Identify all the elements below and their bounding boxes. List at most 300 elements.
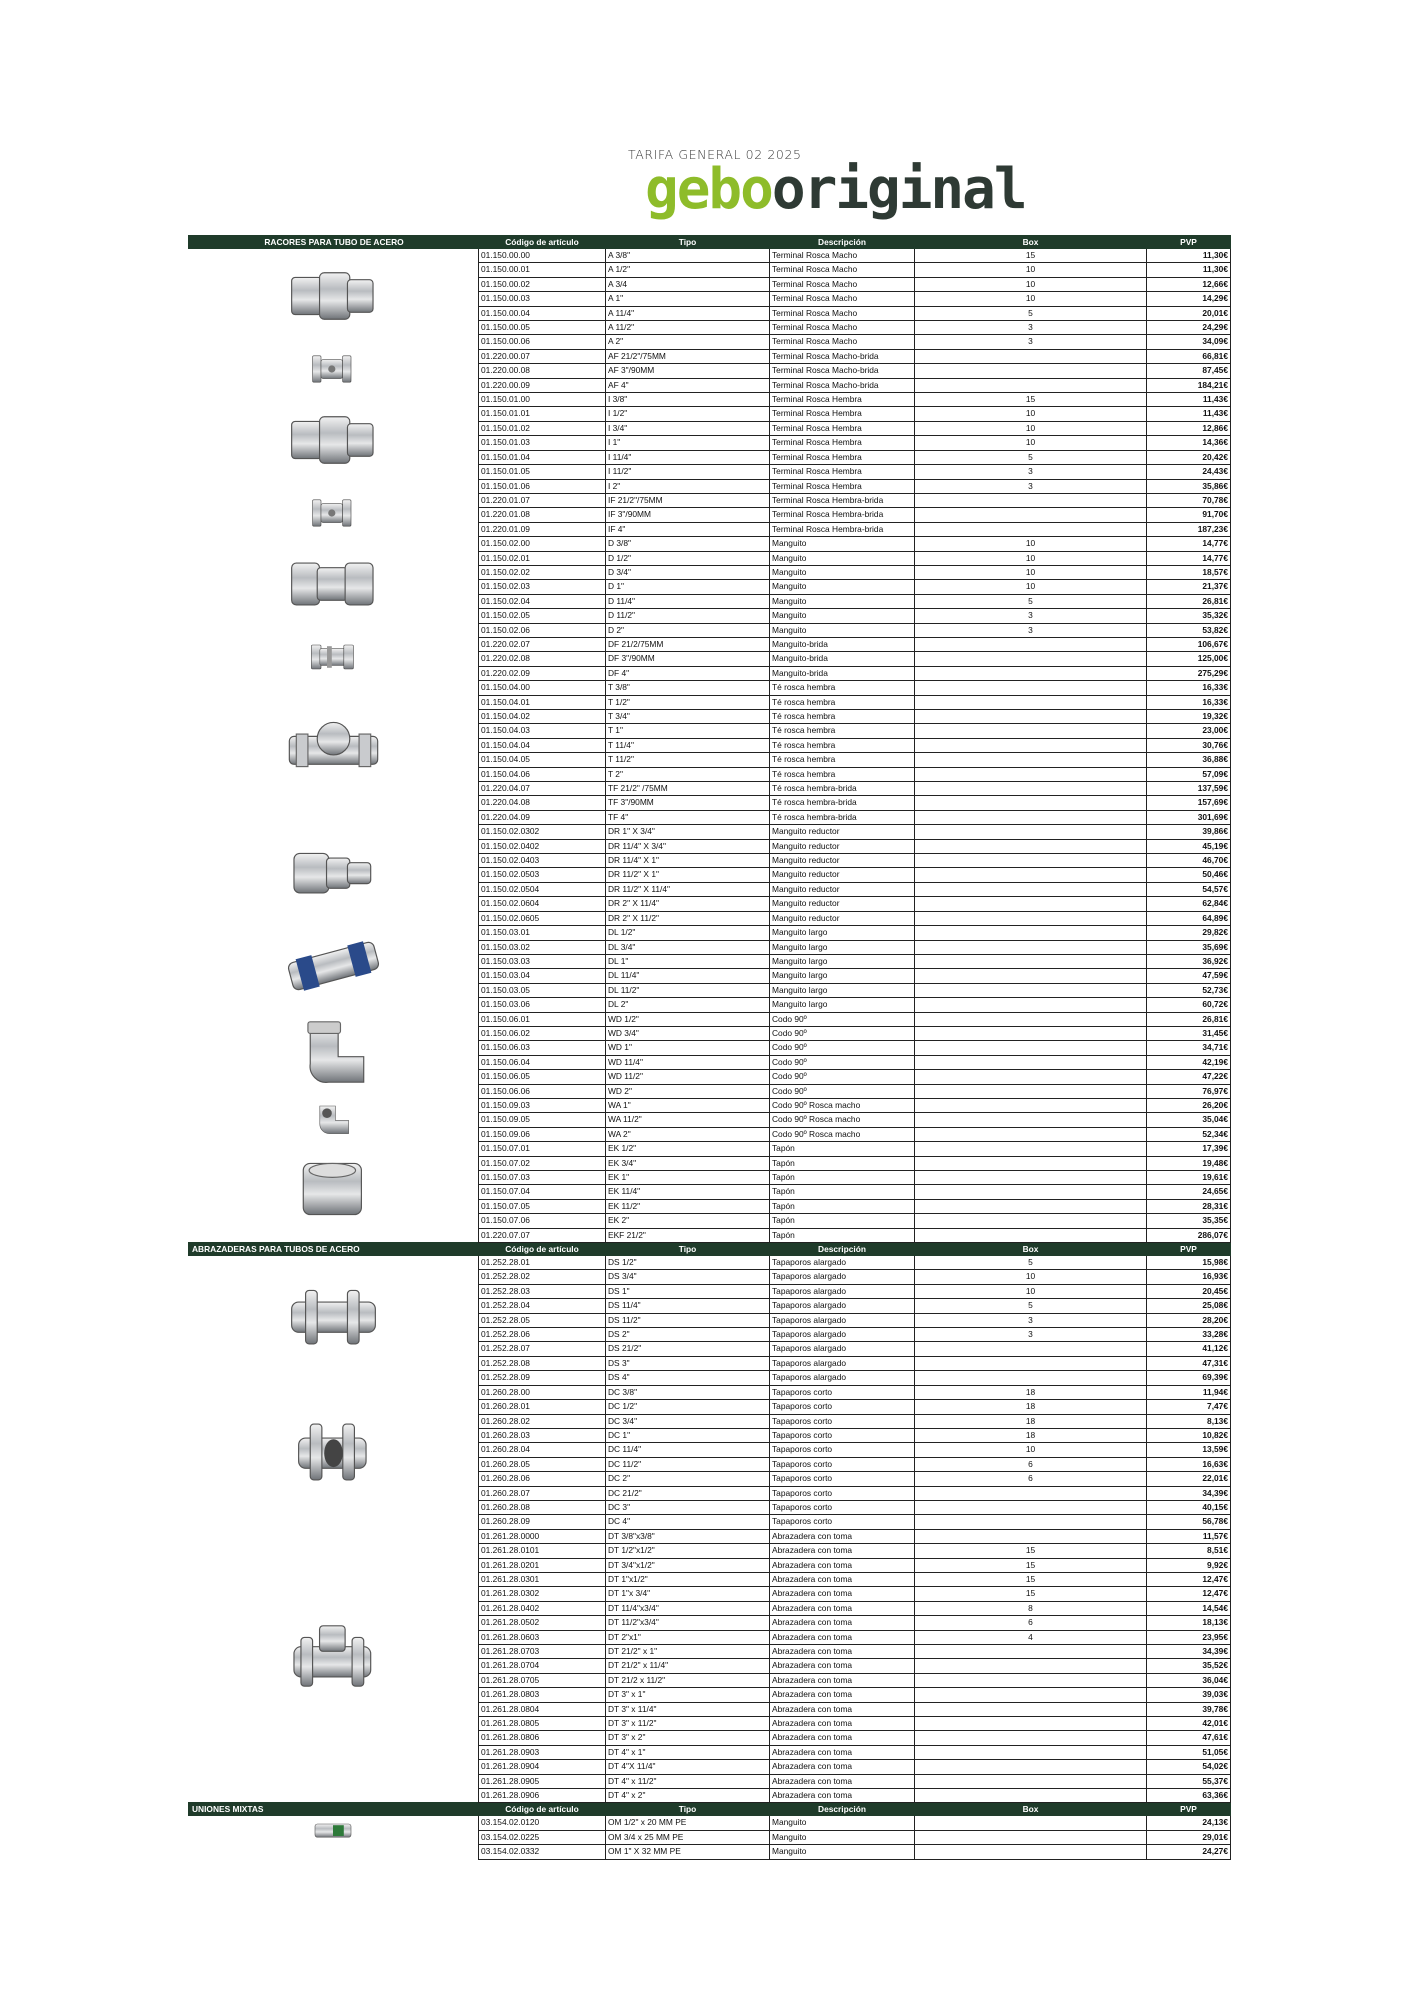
- pvp-cell: 35,69€: [1147, 940, 1231, 954]
- tipo-cell: D 11/4": [606, 594, 770, 608]
- pvp-cell: 275,29€: [1147, 666, 1231, 680]
- codigo-cell: 01.150.02.0604: [479, 897, 606, 911]
- pvp-cell: 11,30€: [1147, 249, 1231, 263]
- codigo-cell: 01.150.04.06: [479, 767, 606, 781]
- pvp-cell: 301,69€: [1147, 810, 1231, 824]
- tipo-cell: DT 4" x 1": [606, 1745, 770, 1759]
- tipo-cell: DT 4"X 11/4": [606, 1760, 770, 1774]
- codigo-cell: 01.260.28.09: [479, 1515, 606, 1529]
- pvp-cell: 18,57€: [1147, 565, 1231, 579]
- box-cell: [915, 378, 1147, 392]
- product-image-cell: [189, 493, 479, 536]
- descripcion-cell: Abrazadera con toma: [770, 1745, 915, 1759]
- codigo-cell: 01.150.00.01: [479, 263, 606, 277]
- descripcion-cell: Manguito reductor: [770, 911, 915, 925]
- descripcion-cell: Codo 90º: [770, 1084, 915, 1098]
- tipo-cell: DF 3"/90MM: [606, 652, 770, 666]
- pvp-cell: 21,37€: [1147, 580, 1231, 594]
- codigo-cell: 01.150.06.04: [479, 1055, 606, 1069]
- pvp-cell: 40,15€: [1147, 1500, 1231, 1514]
- tipo-cell: EK 11/2": [606, 1199, 770, 1213]
- box-cell: [915, 1774, 1147, 1788]
- codigo-cell: 01.220.00.09: [479, 378, 606, 392]
- pvp-cell: 14,36€: [1147, 436, 1231, 450]
- box-cell: 10: [915, 292, 1147, 306]
- pvp-cell: 184,21€: [1147, 378, 1231, 392]
- pvp-cell: 29,01€: [1147, 1830, 1231, 1844]
- descripcion-cell: Abrazadera con toma: [770, 1673, 915, 1687]
- pvp-cell: 62,84€: [1147, 897, 1231, 911]
- tipo-cell: IF 21/2"/75MM: [606, 493, 770, 507]
- codigo-cell: 01.150.02.06: [479, 623, 606, 637]
- pvp-cell: 52,34€: [1147, 1127, 1231, 1141]
- tipo-cell: A 1": [606, 292, 770, 306]
- codigo-cell: 01.220.07.07: [479, 1228, 606, 1242]
- box-cell: 10: [915, 580, 1147, 594]
- tipo-cell: DC 3/8": [606, 1385, 770, 1399]
- box-cell: 15: [915, 1587, 1147, 1601]
- box-cell: 10: [915, 263, 1147, 277]
- box-cell: [915, 1070, 1147, 1084]
- product-image-cell: [189, 681, 479, 825]
- codigo-cell: 01.150.01.00: [479, 393, 606, 407]
- column-header-descripcion: Descripción: [770, 1803, 915, 1816]
- pvp-cell: 20,45€: [1147, 1284, 1231, 1298]
- box-cell: [915, 1830, 1147, 1844]
- descripcion-cell: Manguito largo: [770, 969, 915, 983]
- pvp-cell: 25,08€: [1147, 1299, 1231, 1313]
- descripcion-cell: Tapaporos alargado: [770, 1356, 915, 1370]
- product-image-cell: [189, 1816, 479, 1859]
- codigo-cell: 01.260.28.02: [479, 1414, 606, 1428]
- box-cell: 10: [915, 436, 1147, 450]
- descripcion-cell: Terminal Rosca Hembra: [770, 436, 915, 450]
- tipo-cell: WD 11/2": [606, 1070, 770, 1084]
- straight-fitting-icon: [287, 261, 380, 331]
- tipo-cell: DC 2": [606, 1472, 770, 1486]
- descripcion-cell: Codo 90º: [770, 1012, 915, 1026]
- descripcion-cell: Abrazadera con toma: [770, 1601, 915, 1615]
- box-cell: [915, 782, 1147, 796]
- codigo-cell: 01.150.03.04: [479, 969, 606, 983]
- pvp-cell: 24,27€: [1147, 1845, 1231, 1859]
- box-cell: 10: [915, 421, 1147, 435]
- tipo-cell: I 2": [606, 479, 770, 493]
- codigo-cell: 01.150.07.02: [479, 1156, 606, 1170]
- codigo-cell: 01.261.28.0402: [479, 1601, 606, 1615]
- box-cell: [915, 954, 1147, 968]
- tipo-cell: T 11/2": [606, 753, 770, 767]
- codigo-cell: 01.261.28.0906: [479, 1789, 606, 1803]
- box-cell: 18: [915, 1414, 1147, 1428]
- codigo-cell: 01.150.06.05: [479, 1070, 606, 1084]
- box-cell: [915, 1012, 1147, 1026]
- descripcion-cell: Abrazadera con toma: [770, 1760, 915, 1774]
- codigo-cell: 01.220.04.07: [479, 782, 606, 796]
- descripcion-cell: Terminal Rosca Hembra: [770, 393, 915, 407]
- tipo-cell: DT 4" x 11/2": [606, 1774, 770, 1788]
- codigo-cell: 01.150.02.00: [479, 537, 606, 551]
- box-cell: 15: [915, 1558, 1147, 1572]
- descripcion-cell: Tapaporos corto: [770, 1457, 915, 1471]
- codigo-cell: 01.150.07.03: [479, 1171, 606, 1185]
- section-header-row: [189, 236, 1231, 249]
- tipo-cell: AF 3"/90MM: [606, 364, 770, 378]
- codigo-cell: 01.150.02.0402: [479, 839, 606, 853]
- box-cell: [915, 695, 1147, 709]
- pvp-cell: 28,31€: [1147, 1199, 1231, 1213]
- coupling-icon: [287, 549, 380, 619]
- box-cell: 15: [915, 1544, 1147, 1558]
- pvp-cell: 14,29€: [1147, 292, 1231, 306]
- descripcion-cell: Tapaporos alargado: [770, 1328, 915, 1342]
- codigo-cell: 01.150.00.06: [479, 335, 606, 349]
- column-header-pvp: PVP: [1147, 236, 1231, 249]
- codigo-cell: 01.261.28.0201: [479, 1558, 606, 1572]
- pvp-cell: 39,78€: [1147, 1702, 1231, 1716]
- tipo-cell: DS 11/2": [606, 1313, 770, 1327]
- page-header: [600, 142, 1026, 232]
- section-header-row: [189, 1243, 1231, 1256]
- tipo-cell: DF 21/2/75MM: [606, 637, 770, 651]
- box-cell: [915, 810, 1147, 824]
- codigo-cell: 01.220.01.09: [479, 522, 606, 536]
- codigo-cell: 03.154.02.0120: [479, 1816, 606, 1830]
- box-cell: [915, 1026, 1147, 1040]
- codigo-cell: 01.261.28.0705: [479, 1673, 606, 1687]
- descripcion-cell: Terminal Rosca Macho: [770, 321, 915, 335]
- codigo-cell: 03.154.02.0225: [479, 1830, 606, 1844]
- codigo-cell: 01.150.01.05: [479, 465, 606, 479]
- box-cell: [915, 854, 1147, 868]
- descripcion-cell: Manguito largo: [770, 940, 915, 954]
- pvp-cell: 54,57€: [1147, 882, 1231, 896]
- descripcion-cell: Manguito reductor: [770, 897, 915, 911]
- tipo-cell: DC 1/2": [606, 1400, 770, 1414]
- pvp-cell: 14,54€: [1147, 1601, 1231, 1615]
- box-cell: [915, 522, 1147, 536]
- tipo-cell: EK 11/4": [606, 1185, 770, 1199]
- box-cell: 10: [915, 1270, 1147, 1284]
- codigo-cell: 01.220.01.08: [479, 508, 606, 522]
- box-cell: [915, 1371, 1147, 1385]
- pvp-cell: 39,03€: [1147, 1688, 1231, 1702]
- tipo-cell: DL 3/4": [606, 940, 770, 954]
- descripcion-cell: Té rosca hembra: [770, 724, 915, 738]
- descripcion-cell: Tapón: [770, 1228, 915, 1242]
- pvp-cell: 50,46€: [1147, 868, 1231, 882]
- box-cell: [915, 882, 1147, 896]
- box-cell: [915, 839, 1147, 853]
- pvp-cell: 30,76€: [1147, 738, 1231, 752]
- product-image-cell: [189, 349, 479, 392]
- descripcion-cell: Té rosca hembra-brida: [770, 796, 915, 810]
- elbow-icon: [287, 1017, 380, 1087]
- box-cell: [915, 1673, 1147, 1687]
- descripcion-cell: Tapón: [770, 1156, 915, 1170]
- tipo-cell: IF 4": [606, 522, 770, 536]
- descripcion-cell: Abrazadera con toma: [770, 1529, 915, 1543]
- codigo-cell: 01.252.28.03: [479, 1284, 606, 1298]
- descripcion-cell: Terminal Rosca Macho: [770, 335, 915, 349]
- descripcion-cell: Manguito largo: [770, 954, 915, 968]
- codigo-cell: 01.150.04.03: [479, 724, 606, 738]
- pvp-cell: 11,94€: [1147, 1385, 1231, 1399]
- descripcion-cell: Codo 90º: [770, 1026, 915, 1040]
- box-cell: 3: [915, 1328, 1147, 1342]
- pvp-cell: 47,22€: [1147, 1070, 1231, 1084]
- descripcion-cell: Tapón: [770, 1142, 915, 1156]
- tipo-cell: DS 1": [606, 1284, 770, 1298]
- codigo-cell: 01.261.28.0805: [479, 1717, 606, 1731]
- box-cell: 3: [915, 623, 1147, 637]
- pvp-cell: 11,43€: [1147, 407, 1231, 421]
- descripcion-cell: Terminal Rosca Macho-brida: [770, 349, 915, 363]
- tapping-clamp-icon: [287, 1621, 380, 1691]
- codigo-cell: 01.260.28.05: [479, 1457, 606, 1471]
- descripcion-cell: Manguito: [770, 551, 915, 565]
- pvp-cell: 34,39€: [1147, 1486, 1231, 1500]
- pvp-cell: 16,33€: [1147, 681, 1231, 695]
- codigo-cell: 01.220.02.08: [479, 652, 606, 666]
- pvp-cell: 24,29€: [1147, 321, 1231, 335]
- pvp-cell: 22,01€: [1147, 1472, 1231, 1486]
- codigo-cell: 01.220.00.07: [479, 349, 606, 363]
- tipo-cell: WA 1": [606, 1098, 770, 1112]
- product-image-cell: [189, 1256, 479, 1386]
- tipo-cell: D 1": [606, 580, 770, 594]
- box-cell: [915, 1055, 1147, 1069]
- codigo-cell: 01.220.04.08: [479, 796, 606, 810]
- codigo-cell: 01.150.02.0504: [479, 882, 606, 896]
- codigo-cell: 01.150.06.02: [479, 1026, 606, 1040]
- box-cell: [915, 1171, 1147, 1185]
- flanged-coupling-icon: [309, 639, 357, 675]
- codigo-cell: 01.150.02.01: [479, 551, 606, 565]
- box-cell: [915, 681, 1147, 695]
- codigo-cell: 01.260.28.01: [479, 1400, 606, 1414]
- box-cell: [915, 738, 1147, 752]
- descripcion-cell: Manguito: [770, 580, 915, 594]
- codigo-cell: 01.150.04.04: [479, 738, 606, 752]
- pvp-cell: 12,47€: [1147, 1572, 1231, 1586]
- tipo-cell: DR 2" X 11/4": [606, 897, 770, 911]
- descripcion-cell: Tapaporos alargado: [770, 1299, 915, 1313]
- tipo-cell: I 3/4": [606, 421, 770, 435]
- pvp-cell: 36,04€: [1147, 1673, 1231, 1687]
- box-cell: 6: [915, 1472, 1147, 1486]
- codigo-cell: 01.252.28.07: [479, 1342, 606, 1356]
- codigo-cell: 01.150.02.0302: [479, 825, 606, 839]
- descripcion-cell: Codo 90º: [770, 1041, 915, 1055]
- tipo-cell: OM 1" X 32 MM PE: [606, 1845, 770, 1859]
- tipo-cell: DS 3/4": [606, 1270, 770, 1284]
- tipo-cell: DL 11/4": [606, 969, 770, 983]
- tipo-cell: DR 11/2" X 1": [606, 868, 770, 882]
- codigo-cell: 01.261.28.0703: [479, 1645, 606, 1659]
- box-cell: 10: [915, 1443, 1147, 1457]
- pvp-cell: 11,30€: [1147, 263, 1231, 277]
- codigo-cell: 01.150.03.03: [479, 954, 606, 968]
- codigo-cell: 01.260.28.03: [479, 1428, 606, 1442]
- box-cell: [915, 666, 1147, 680]
- box-cell: 3: [915, 335, 1147, 349]
- pvp-cell: 66,81€: [1147, 349, 1231, 363]
- codigo-cell: 01.150.02.0503: [479, 868, 606, 882]
- pvp-cell: 18,13€: [1147, 1616, 1231, 1630]
- box-cell: 5: [915, 306, 1147, 320]
- tipo-cell: DC 11/4": [606, 1443, 770, 1457]
- box-cell: [915, 897, 1147, 911]
- descripcion-cell: Abrazadera con toma: [770, 1717, 915, 1731]
- pvp-cell: 16,93€: [1147, 1270, 1231, 1284]
- pvp-cell: 56,78€: [1147, 1515, 1231, 1529]
- box-cell: 3: [915, 479, 1147, 493]
- pvp-cell: 26,20€: [1147, 1098, 1231, 1112]
- box-cell: [915, 1127, 1147, 1141]
- column-header-codigo: Código de artículo: [479, 1803, 606, 1816]
- pvp-cell: 60,72€: [1147, 998, 1231, 1012]
- box-cell: [915, 1515, 1147, 1529]
- box-cell: [915, 1214, 1147, 1228]
- pvp-cell: 76,97€: [1147, 1084, 1231, 1098]
- tipo-cell: EK 1": [606, 1171, 770, 1185]
- descripcion-cell: Manguito: [770, 1816, 915, 1830]
- box-cell: [915, 868, 1147, 882]
- box-cell: 18: [915, 1400, 1147, 1414]
- box-cell: [915, 364, 1147, 378]
- pvp-cell: 34,39€: [1147, 1645, 1231, 1659]
- pvp-cell: 31,45€: [1147, 1026, 1231, 1040]
- codigo-cell: 01.150.02.03: [479, 580, 606, 594]
- tipo-cell: DL 1": [606, 954, 770, 968]
- pvp-cell: 286,07€: [1147, 1228, 1231, 1242]
- box-cell: [915, 1084, 1147, 1098]
- pvp-cell: 19,32€: [1147, 710, 1231, 724]
- table-row: [189, 1098, 1231, 1112]
- table-row: [189, 249, 1231, 263]
- long-repair-clamp-icon: [287, 1281, 380, 1351]
- codigo-cell: 01.150.01.06: [479, 479, 606, 493]
- codigo-cell: 01.252.28.02: [479, 1270, 606, 1284]
- pvp-cell: 35,32€: [1147, 609, 1231, 623]
- box-cell: [915, 1199, 1147, 1213]
- pvp-cell: 13,59€: [1147, 1443, 1231, 1457]
- pvp-cell: 28,20€: [1147, 1313, 1231, 1327]
- descripcion-cell: Terminal Rosca Hembra: [770, 465, 915, 479]
- descripcion-cell: Tapaporos corto: [770, 1515, 915, 1529]
- box-cell: [915, 1486, 1147, 1500]
- codigo-cell: 01.220.00.08: [479, 364, 606, 378]
- descripcion-cell: Abrazadera con toma: [770, 1659, 915, 1673]
- descripcion-cell: Abrazadera con toma: [770, 1616, 915, 1630]
- descripcion-cell: Manguito: [770, 1845, 915, 1859]
- codigo-cell: 01.150.07.04: [479, 1185, 606, 1199]
- codigo-cell: 01.261.28.0000: [479, 1529, 606, 1543]
- descripcion-cell: Té rosca hembra: [770, 681, 915, 695]
- tipo-cell: I 11/2": [606, 465, 770, 479]
- codigo-cell: 01.261.28.0302: [479, 1587, 606, 1601]
- box-cell: [915, 710, 1147, 724]
- table-row: [189, 1385, 1231, 1399]
- box-cell: [915, 1745, 1147, 1759]
- box-cell: [915, 1041, 1147, 1055]
- descripcion-cell: Manguito reductor: [770, 882, 915, 896]
- box-cell: [915, 767, 1147, 781]
- pvp-cell: 12,86€: [1147, 421, 1231, 435]
- tipo-cell: D 3/4": [606, 565, 770, 579]
- long-coupling-icon: [287, 931, 380, 1001]
- tipo-cell: A 1/2": [606, 263, 770, 277]
- tipo-cell: A 11/4": [606, 306, 770, 320]
- tipo-cell: WD 1/2": [606, 1012, 770, 1026]
- pvp-cell: 47,59€: [1147, 969, 1231, 983]
- pvp-cell: 11,57€: [1147, 1529, 1231, 1543]
- tipo-cell: T 2": [606, 767, 770, 781]
- tipo-cell: DS 1/2": [606, 1256, 770, 1270]
- descripcion-cell: Té rosca hembra-brida: [770, 810, 915, 824]
- pvp-cell: 19,48€: [1147, 1156, 1231, 1170]
- pvp-cell: 16,63€: [1147, 1457, 1231, 1471]
- tipo-cell: DF 4": [606, 666, 770, 680]
- tipo-cell: D 11/2": [606, 609, 770, 623]
- codigo-cell: 01.150.00.04: [479, 306, 606, 320]
- box-cell: [915, 637, 1147, 651]
- box-cell: 18: [915, 1428, 1147, 1442]
- tipo-cell: DS 2": [606, 1328, 770, 1342]
- table-row: [189, 1816, 1231, 1830]
- codigo-cell: 01.150.01.01: [479, 407, 606, 421]
- codigo-cell: 03.154.02.0332: [479, 1845, 606, 1859]
- tipo-cell: WA 2": [606, 1127, 770, 1141]
- descripcion-cell: Manguito: [770, 594, 915, 608]
- tipo-cell: DC 3/4": [606, 1414, 770, 1428]
- descripcion-cell: Tapaporos alargado: [770, 1371, 915, 1385]
- box-cell: [915, 1185, 1147, 1199]
- codigo-cell: 01.252.28.05: [479, 1313, 606, 1327]
- tipo-cell: I 3/8": [606, 393, 770, 407]
- descripcion-cell: Abrazadera con toma: [770, 1702, 915, 1716]
- table-row: [189, 637, 1231, 651]
- box-cell: 10: [915, 1284, 1147, 1298]
- tipo-cell: WD 1": [606, 1041, 770, 1055]
- descripcion-cell: Tapón: [770, 1214, 915, 1228]
- table-row: [189, 493, 1231, 507]
- logo-part-original: original: [771, 157, 1026, 222]
- tipo-cell: DT 3" x 11/2": [606, 1717, 770, 1731]
- box-cell: 5: [915, 1299, 1147, 1313]
- box-cell: 18: [915, 1385, 1147, 1399]
- box-cell: [915, 1500, 1147, 1514]
- descripcion-cell: Manguito: [770, 609, 915, 623]
- pvp-cell: 35,52€: [1147, 1659, 1231, 1673]
- pvp-cell: 54,02€: [1147, 1760, 1231, 1774]
- box-cell: [915, 652, 1147, 666]
- tipo-cell: D 2": [606, 623, 770, 637]
- pvp-cell: 87,45€: [1147, 364, 1231, 378]
- box-cell: 3: [915, 1313, 1147, 1327]
- pvp-cell: 34,09€: [1147, 335, 1231, 349]
- box-cell: [915, 1529, 1147, 1543]
- descripcion-cell: Terminal Rosca Hembra-brida: [770, 493, 915, 507]
- product-image-cell: [189, 1012, 479, 1098]
- section-title: UNIONES MIXTAS: [189, 1803, 479, 1816]
- pvp-cell: 11,43€: [1147, 393, 1231, 407]
- tipo-cell: A 3/4: [606, 277, 770, 291]
- codigo-cell: 01.252.28.01: [479, 1256, 606, 1270]
- pvp-cell: 53,82€: [1147, 623, 1231, 637]
- pvp-cell: 12,47€: [1147, 1587, 1231, 1601]
